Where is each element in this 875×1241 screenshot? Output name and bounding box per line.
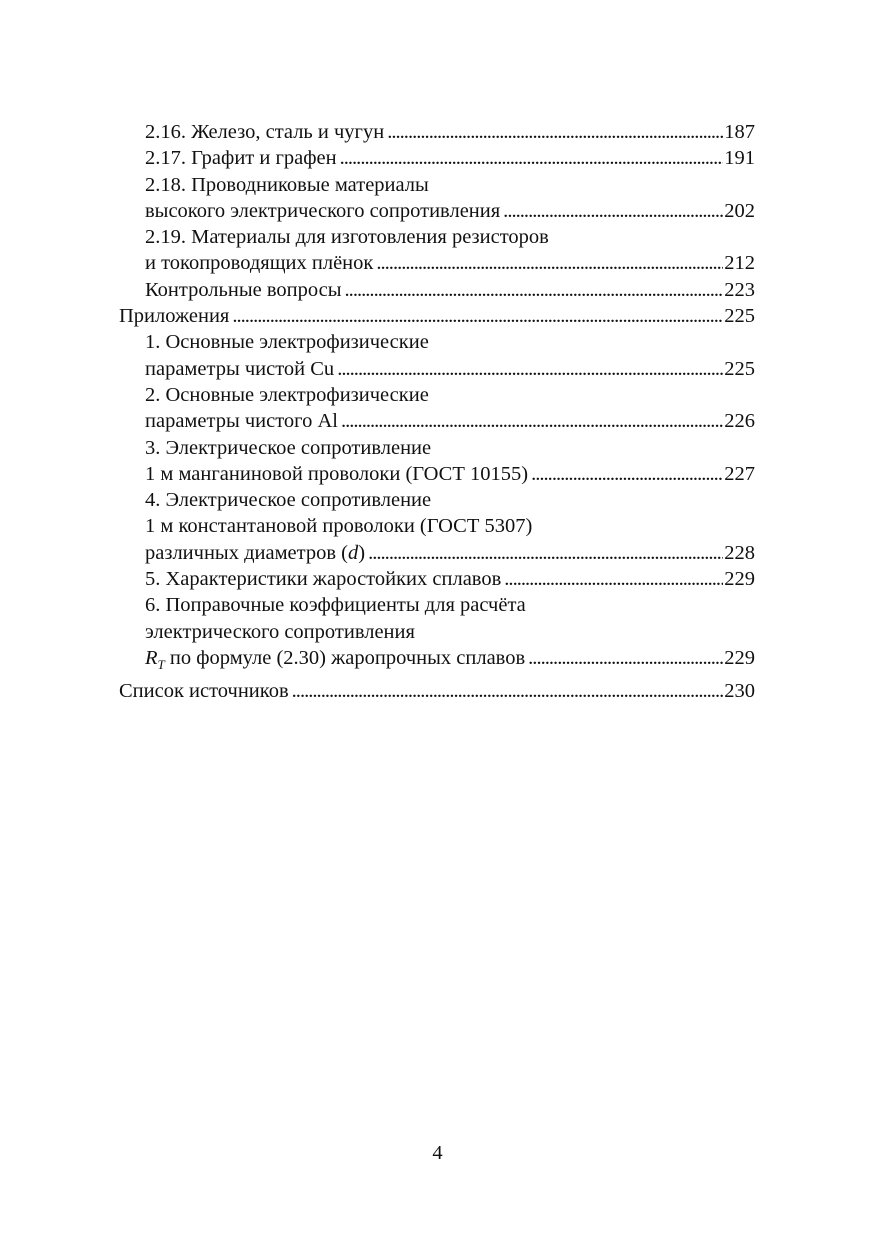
- toc-entry-title-cont: электрического сопротивления: [145, 620, 415, 643]
- toc-entry-appendices[interactable]: [119, 303, 755, 329]
- toc-entry-title: Список источников: [119, 680, 289, 703]
- toc-page-number: 226: [724, 410, 755, 433]
- toc-line: [119, 172, 755, 198]
- toc-page-number: 229: [724, 646, 755, 669]
- toc-entry-title: 5. Характеристики жаростойких сплавов: [145, 568, 502, 591]
- toc-page-number: 212: [724, 252, 755, 275]
- toc-line: [119, 435, 755, 461]
- toc-entry-title: 2.19. Материалы для изготовления резисторов: [145, 226, 549, 249]
- toc-page-number: 228: [724, 541, 755, 564]
- dot-leader: [368, 540, 723, 566]
- toc-line: [119, 119, 755, 145]
- toc-line: [119, 356, 755, 382]
- toc-entry-title: 2. Основные электрофизические: [145, 383, 429, 406]
- toc-entry-title-cont: высокого электрического сопротивления: [145, 199, 501, 222]
- toc-page-number: 227: [724, 462, 755, 485]
- toc-entry-title: 3. Электрическое сопротивление: [145, 436, 432, 459]
- toc-page-number: 230: [724, 680, 755, 703]
- toc-line: [119, 487, 755, 513]
- dot-leader: [503, 198, 723, 224]
- toc-line: [119, 198, 755, 224]
- toc-entry-title-cont: и токопроводящих плёнок: [145, 252, 374, 275]
- toc-line: [119, 645, 755, 678]
- toc-entry-title: 2.17. Графит и графен: [145, 147, 337, 170]
- toc-page-number: 202: [724, 199, 755, 222]
- toc-page-number: 229: [724, 568, 755, 591]
- toc-entry-review-questions[interactable]: [119, 277, 755, 303]
- toc-line: [119, 382, 755, 408]
- dot-leader: [232, 303, 723, 329]
- dot-leader: [531, 461, 723, 487]
- dot-leader: [340, 145, 724, 171]
- dot-leader: [387, 119, 723, 145]
- toc-entry-title-cont: параметры чистой Cu: [145, 357, 335, 380]
- toc-line: [119, 678, 755, 704]
- toc-entry-references[interactable]: [119, 678, 755, 704]
- toc-entry-title: 2.18. Проводниковые материалы: [145, 173, 429, 196]
- toc-entry-appendix-2[interactable]: [119, 382, 755, 435]
- toc-entry-2-16[interactable]: [119, 119, 755, 145]
- dot-leader: [504, 566, 723, 592]
- toc-entry-appendix-6[interactable]: [119, 592, 755, 678]
- toc-line: [119, 619, 755, 645]
- toc-line: [119, 461, 755, 487]
- page-number-footer: 4: [432, 1142, 443, 1164]
- toc-entry-title-rt: $R_T$ по формуле (2.30) жаропрочных сплавов: [145, 646, 526, 673]
- toc-line: [119, 224, 755, 250]
- toc-entry-title: Приложения: [119, 305, 230, 328]
- toc-entry-appendix-5[interactable]: [119, 566, 755, 592]
- toc-entry-title-cont: параметры чистого Al: [145, 410, 338, 433]
- toc-entry-appendix-4[interactable]: [119, 487, 755, 566]
- toc-line: [119, 513, 755, 539]
- toc-page-number: 225: [724, 357, 755, 380]
- toc-entry-title-italic-d: различных диаметров (d): [145, 541, 366, 564]
- toc-line: [119, 408, 755, 434]
- dot-leader: [341, 408, 723, 434]
- dot-leader: [337, 356, 723, 382]
- toc-entry-title-cont: 1 м манганиновой проволоки (ГОСТ 10155): [145, 462, 529, 485]
- table-of-contents: [119, 119, 755, 705]
- toc-line: [119, 540, 755, 566]
- toc-entry-appendix-3[interactable]: [119, 435, 755, 488]
- toc-entry-title-cont: 1 м константановой проволоки (ГОСТ 5307): [145, 515, 533, 538]
- toc-page-number: 191: [724, 147, 755, 170]
- toc-line: [119, 329, 755, 355]
- toc-page-number: 187: [724, 121, 755, 143]
- dot-leader: [292, 678, 724, 704]
- toc-page-number: 225: [724, 305, 755, 328]
- toc-entry-title: 2.16. Железо, сталь и чугун: [145, 121, 385, 143]
- toc-entry-title: Контрольные вопросы: [145, 278, 342, 301]
- dot-leader: [528, 645, 723, 671]
- toc-entry-title-cont: [145, 645, 525, 678]
- toc-entry-title: 4. Электрическое сопротивление: [145, 489, 432, 512]
- toc-entry-title: 6. Поправочные коэффициенты для расчёта: [145, 594, 526, 617]
- toc-entry-2-19[interactable]: [119, 224, 755, 277]
- toc-entry-2-17[interactable]: [119, 145, 755, 171]
- toc-line: [119, 592, 755, 618]
- toc-entry-2-18[interactable]: [119, 172, 755, 225]
- toc-line: [119, 145, 755, 171]
- toc-line: [119, 566, 755, 592]
- dot-leader: [345, 277, 724, 303]
- toc-line: [119, 277, 755, 303]
- toc-entry-appendix-1[interactable]: [119, 329, 755, 382]
- dot-leader: [376, 250, 723, 276]
- toc-line: [119, 303, 755, 329]
- toc-line: [119, 250, 755, 276]
- toc-entry-title: 1. Основные электрофизические: [145, 331, 429, 354]
- toc-entry-title-cont: [145, 540, 365, 566]
- toc-page-number: 223: [724, 278, 755, 301]
